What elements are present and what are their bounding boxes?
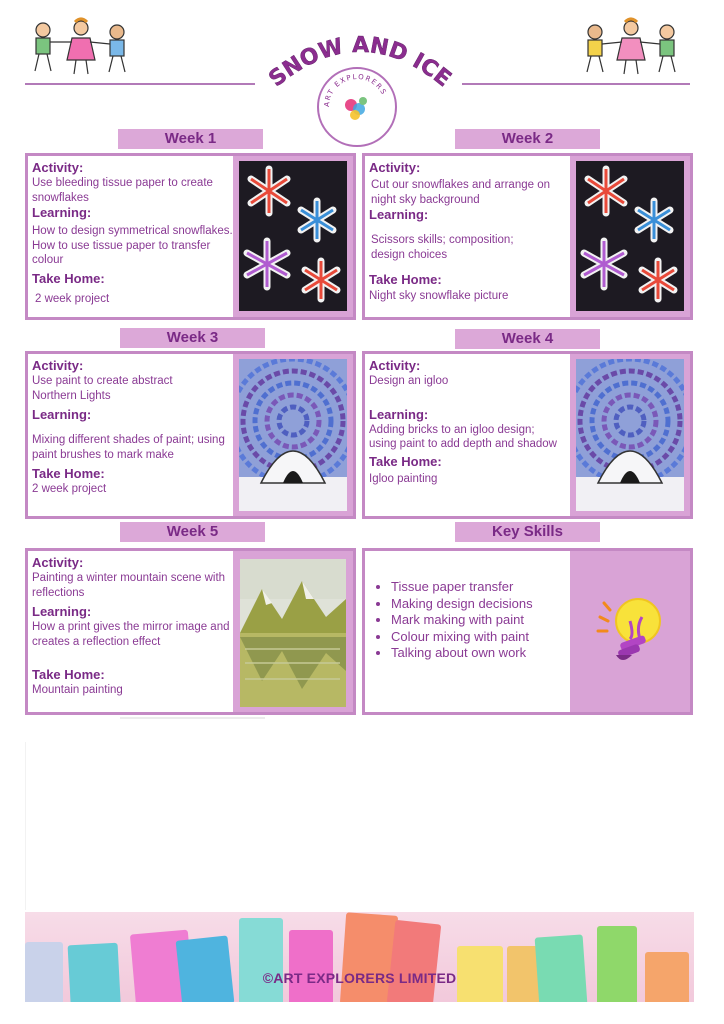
list-item: • Colour mixing with paint [391,629,533,646]
list-item: • Mark making with paint [391,612,533,629]
activity-heading: Activity: [32,358,84,373]
lightbulb-icon [590,591,670,671]
list-item: • Tissue paper transfer [391,579,533,596]
activity-heading: Activity: [32,555,84,570]
takehome-text: Mountain painting [32,684,123,696]
takehome-text: 2 week project [32,483,107,495]
activity-text: Use paint to create abstract Northern Lights [32,375,173,402]
art-explorers-logo [317,67,397,147]
week-3-card [25,351,356,519]
snowflake-artwork-image [233,156,353,317]
header-rule-left [25,83,255,85]
week-2-card [362,153,693,320]
tab-week-4: Week 4 [455,329,600,349]
learning-text: Adding bricks to an igloo design; using paint to add depth and shadow [369,423,557,450]
mountain-painting-image [233,551,353,712]
divider [120,717,265,719]
takehome-heading: Take Home: [369,272,442,287]
northern-lights-image [233,354,353,516]
tab-week-5: Week 5 [120,522,265,542]
svg-text:SNOW AND ICE: SNOW AND ICE [264,32,456,93]
takehome-text: Night sky snowflake picture [369,290,509,302]
takehome-heading: Take Home: [369,453,442,469]
list-item: • Talking about own work [391,645,533,662]
learning-heading: Learning: [369,207,429,222]
activity-text: Painting a winter mountain scene with reflections [32,572,226,599]
activity-text: Design an igloo [369,375,449,387]
learning-text: Mixing different shades of paint; using paint brushes to mark make [32,434,225,461]
takehome-text: Igloo painting [369,472,438,485]
activity-text: Use bleeding tissue paper to create snowflakes [32,177,213,204]
takehome-heading: Take Home: [32,466,105,481]
key-skills-card [362,548,693,715]
tab-week-3: Week 3 [120,328,265,348]
list-item: • Making design decisions [391,596,533,613]
learning-text: How to design symmetrical snowflakes. How to use tissue paper to transfer colour [32,225,233,266]
activity-heading: Activity: [32,160,84,175]
week-1-card [25,153,356,320]
learning-heading: Learning: [369,406,429,422]
activity-heading: Activity: [369,358,421,373]
learning-heading: Learning: [32,205,92,220]
tab-week-2: Week 2 [455,129,600,149]
takehome-heading: Take Home: [32,270,105,286]
learning-text: How a print gives the mirror image and creates a reflection effect [32,621,230,648]
copyright-text: ©ART EXPLORERS LIMITED [262,970,457,986]
learning-heading: Learning: [32,604,92,619]
children-illustration-left [25,16,140,81]
children-illustration-right [575,16,690,81]
week-5-card [25,548,356,715]
week-4-card [362,351,693,519]
learning-text: Scissors skills; composition; design choices [371,234,514,261]
lightbulb-panel [570,551,690,712]
night-sky-snowflake-image [570,156,690,317]
activity-text: Cut our snowflakes and arrange on night sky background [371,179,550,206]
takehome-text: 2 week project [35,292,110,305]
igloo-painting-image [570,354,690,516]
svg-text:ART EXPLORERS: ART EXPLORERS [322,72,389,108]
learning-heading: Learning: [32,407,92,422]
blank-area [25,742,695,910]
activity-heading: Activity: [369,160,421,175]
header-rule-right [462,83,690,85]
takehome-heading: Take Home: [32,667,105,682]
key-skills-list [375,579,533,662]
tab-key-skills: Key Skills [455,522,600,542]
pastel-chalk-banner [25,912,694,1002]
tab-week-1: Week 1 [118,129,263,149]
